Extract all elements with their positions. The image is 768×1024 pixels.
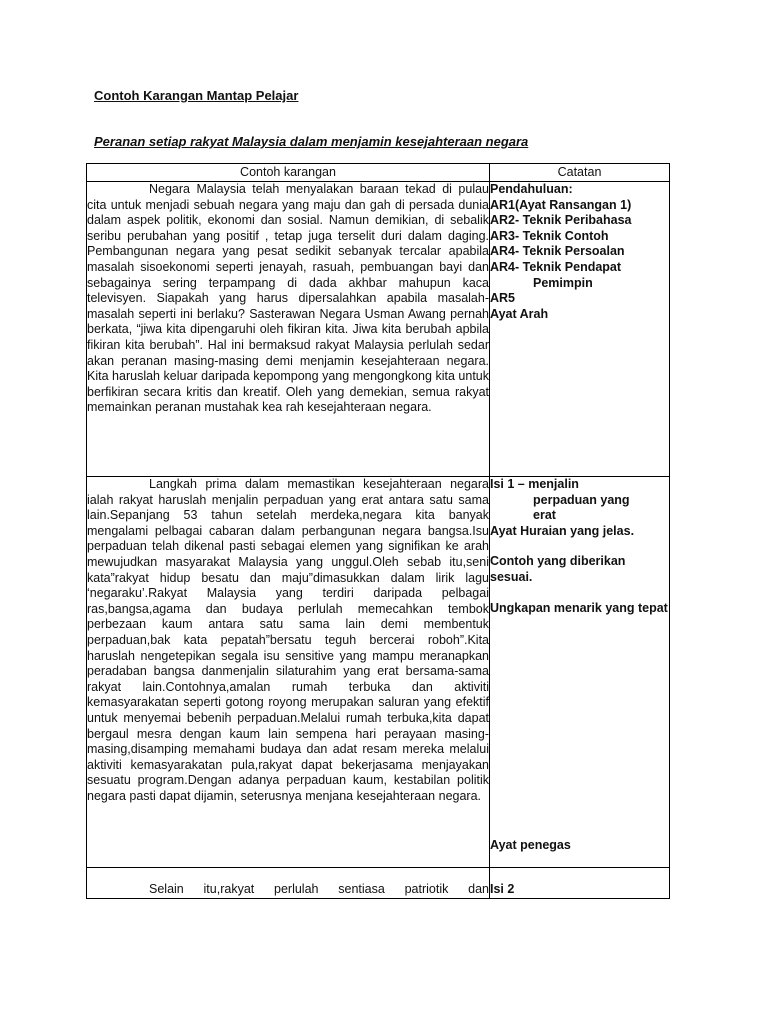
note-isi2: Isi 2 [490,882,515,896]
note-ar3: AR3- Teknik Contoh [490,228,609,243]
header-notes: Catatan [490,164,670,182]
note-ar4-pemimpin: Pemimpin [533,275,593,290]
note-ar4-pendapat: AR4- Teknik Pendapat [490,259,622,274]
note-isi1-cont1: perpaduan yang [533,492,630,507]
note-ungkapan: Ungkapan menarik yang tepat [490,600,668,615]
notes-cell-intro [490,182,670,477]
note-isi1: Isi 1 – menjalin [490,477,579,491]
header-essay: Contoh karangan [87,164,490,182]
note-ar1: AR1(Ayat Ransangan 1) [490,197,632,212]
notes-cell-isi1 [490,477,670,868]
essay-paragraph-intro: Negara Malaysia telah menyalakan baraan tekad di pulau cita untuk menjadi sebuah negara yang maju dan gah di persada dunia dalam aspek politik, ekonomi dan sosial. Namun demikian, di sebalik seribu perubahan yang positif , tetap juga terselit duri dalam daging. Pembangunan negara yang pesat sedikit sebanyak tercalar apabila masalah sisoekonomi seperti jenayah, rasuah, pembuangan bayi dan sebagainya sering terpampang di dada akhbar mahupun kaca televisyen. Siapakah yang harus dipersalahkan apabila masalah-masalah seperti ini berlaku? Sasterawan Negara Usman Awang pernah berkata, “jiwa kita dipengaruhi oleh fikiran kita. Jiwa kita berubah apbila fikiran kita berubah”. Hal ini bermaksud rakyat Malaysia perlulah sedar akan peranan masing-masing demi menjamin kesejahteraan negara. Kita haruslah keluar daripada kepompong yang mengongkong kita untuk berfikiran secara kritis dan kreatif. Oleh yang demekian, semua rakyat memainkan peranan mustahak kea rah kesejahteraan negara. [87,182,489,415]
table-row [87,868,670,899]
note-isi1-cont2: erat [533,508,556,523]
notes-cell-isi2 [490,868,670,899]
note-pendahuluan: Pendahuluan: [490,182,573,196]
note-ar5: AR5 [490,291,516,306]
table-header-row [87,164,670,182]
essay-cell-intro [87,182,490,477]
page-title: Contoh Karangan Mantap Pelajar [94,88,299,103]
note-contoh: Contoh yang diberikan sesuai. [490,554,626,584]
note-ar2: AR2- Teknik Peribahasa [490,213,632,228]
essay-cell-isi2 [87,868,490,899]
note-ayat-arah: Ayat Arah [490,306,549,321]
essay-table [86,163,670,899]
note-ar4-persoalan: AR4- Teknik Persoalan [490,244,625,259]
essay-topic: Peranan setiap rakyat Malaysia dalam menjamin kesejahteraan negara [94,134,529,149]
essay-paragraph-isi2: Selain itu,rakyat perlulah sentiasa patriotik dan [149,882,489,896]
note-huraian: Ayat Huraian yang jelas. [490,523,635,538]
essay-cell-isi1 [87,477,490,868]
note-penegas: Ayat penegas [490,838,571,852]
table-row [87,182,670,477]
essay-paragraph-isi1: Langkah prima dalam memastikan kesejahteraan negara ialah rakyat haruslah menjalin perpaduan yang erat antara satu sama lain.Sepanjang 53 tahun setelah merdeka,negara kita banyak mengalami pelbagai cabaran dalam perbangunan negara bangsa.Isu perpaduan telah dikenal pasti sebagai elemen yang signifikan ke arah mewujudkan masyarakat Malaysia yang unggul.Oleh sebab itu,seni kata”rakyat hidup besatu dan maju”dimasukkan dalam lirik lagu ‘negaraku’.Rakyat Malaysia yang terdiri daripada pelbagai ras,bangsa,agama dan budaya perlulah memecahkan tembok perbezaan kaum antara satu sama lain demi membentuk perpaduan,bak kata pepatah”bersatu teguh bercerai roboh”.Kita haruslah nengetepikan segala isu sensitive yang mampu meranapkan peradaban bangsa danmenjalin silaturahim yang erat bersama-sama rakyat lain.Contohnya,amalan rumah terbuka dan aktiviti kemasyarakatan seperti gotong royong merupakan saluran yang efektif untuk menyemai bebenih perpaduan.Melalui rumah terbuka,kita dapat bergaul mesra dengan kaum lain sempena hari perayaan masing-masing,disamping memahami budaya dan adat resam mereka melalui aktiviti kemasyarakatan pula,rakyat dapat bekerjasama menjayakan sesuatu program.Dengan adanya perpaduan kaum, kestabilan politik negara pasti dapat dijamin, seterusnya menjana kesejahteraan negara. [87,477,489,803]
table-row [87,477,670,868]
